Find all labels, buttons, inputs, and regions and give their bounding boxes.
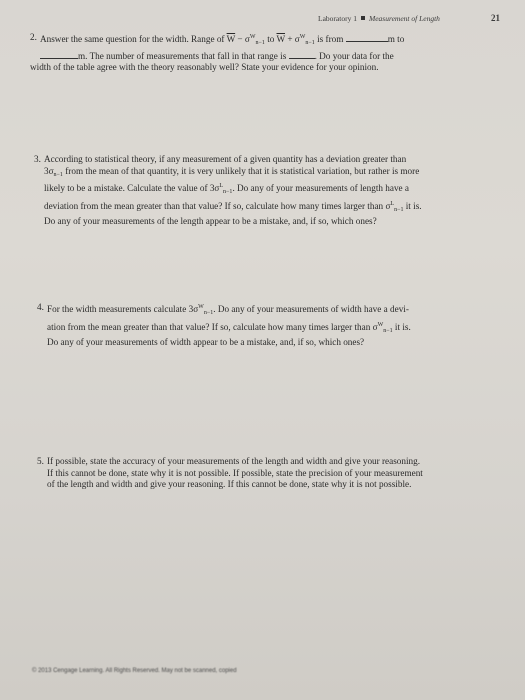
question-3: 3. According to statistical theory, if any measurement of a given quantity has a deviation greater than $3\sigma_{n-1}$ from the mean of that quantity, it is very unlikely that it is statistical variation, but rather is more likely to be a mistake. Calculate the value of $3\sigma^L_{n-1}$. Do any of your measurements of length have a deviation from the mean greater than that value? If so, calculate how many times larger than $\sigma^L_{n-1}$ it is. Do any of your measurements of the length appear to be a mistake, and, if so, which ones? bbox=[34, 154, 422, 227]
count-blank[interactable] bbox=[289, 50, 315, 59]
question-5: 5. If possible, state the accuracy of your measurements of the length and width and give your reasoning. If this cannot be done, state why it is not possible. If possible, state the precision of your measurement of the length and width and give your reasoning. If this cannot be done, state why it is not possible. bbox=[37, 456, 423, 490]
page-number: 21 bbox=[491, 13, 500, 23]
range-low-blank[interactable] bbox=[346, 33, 388, 42]
header-lab-label: Laboratory 1 bbox=[318, 14, 357, 23]
square-bullet-icon bbox=[361, 16, 365, 20]
running-header bbox=[318, 14, 500, 23]
range-high-blank[interactable] bbox=[40, 50, 78, 59]
question-number: 4. bbox=[37, 302, 44, 312]
question-number: 3. bbox=[34, 154, 41, 164]
question-number: 2. bbox=[30, 32, 37, 42]
question-2: 2. Answer the same question for the width. Range of $\overline{W} - \sigma^W_{n-1}$ to $\overline{W} + \sigma^W_{n-1}$ is from m to m. The number of measurements that fall in that range is . Do your data for the width of the table agree with the theory reasonably well? State your evidence for your opinion. bbox=[30, 32, 405, 73]
question-4: 4. For the width measurements calculate $3\sigma^W_{n-1}$. Do any of your measurements of width have a devi- ation from the mean greater than that value? If so, calculate how many times larger than $\sigma^W_{n-1}$ it is. Do any of your measurements of width appear to be a mistake, and, if so, which ones? bbox=[37, 302, 411, 348]
copyright-footer: © 2013 Cengage Learning. All Rights Reserved. May not be scanned, copied bbox=[32, 668, 237, 674]
question-number: 5. bbox=[37, 456, 44, 466]
header-title: Measurement of Length bbox=[368, 14, 440, 23]
